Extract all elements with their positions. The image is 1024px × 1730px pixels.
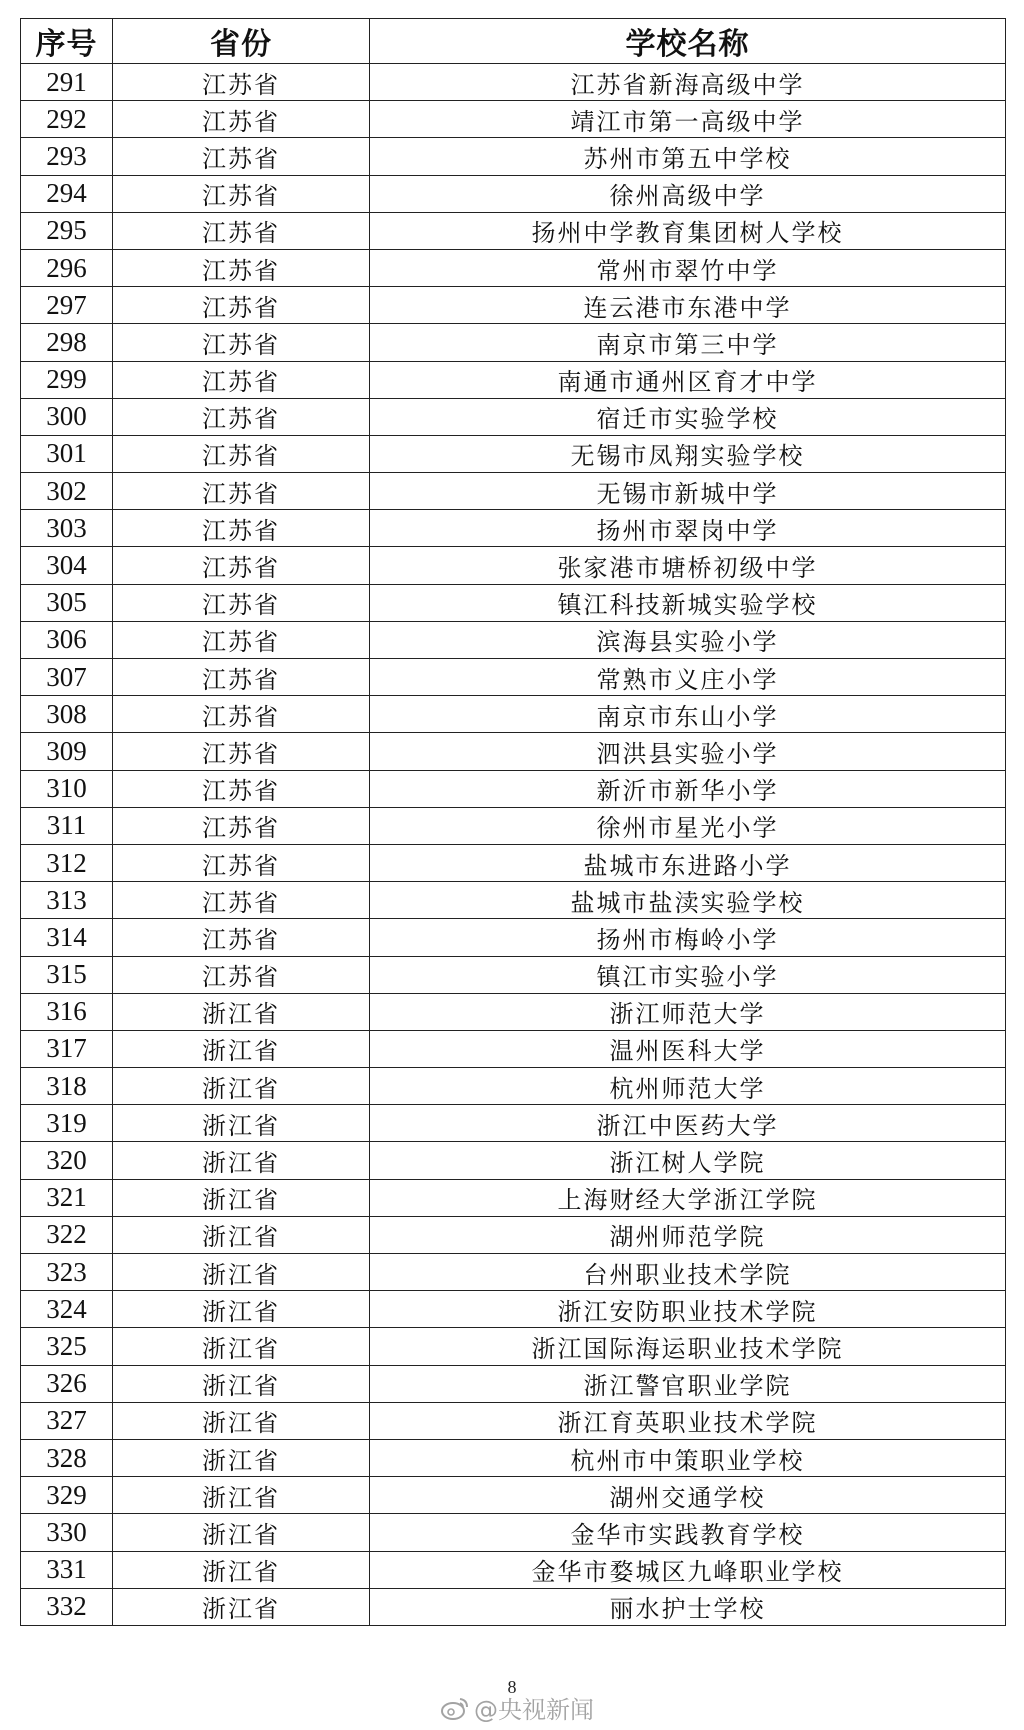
cell-province: 江苏省 [113,696,370,733]
cell-school-name: 宿迁市实验学校 [370,398,1006,435]
cell-serial-number: 331 [21,1551,113,1588]
cell-province: 浙江省 [113,1514,370,1551]
cell-school-name: 浙江中医药大学 [370,1105,1006,1142]
cell-province: 江苏省 [113,287,370,324]
cell-serial-number: 322 [21,1216,113,1253]
table-row [21,435,1006,472]
cell-school-name: 无锡市新城中学 [370,473,1006,510]
cell-province: 江苏省 [113,249,370,286]
cell-serial-number: 313 [21,882,113,919]
table-row [21,919,1006,956]
cell-serial-number: 294 [21,175,113,212]
table-row [21,844,1006,881]
cell-serial-number: 308 [21,696,113,733]
cell-province: 江苏省 [113,770,370,807]
cell-province: 浙江省 [113,1328,370,1365]
cell-province: 江苏省 [113,919,370,956]
cell-school-name: 浙江警官职业学院 [370,1365,1006,1402]
cell-province: 浙江省 [113,1365,370,1402]
cell-school-name: 杭州师范大学 [370,1068,1006,1105]
table-row [21,1142,1006,1179]
watermark-text: @央视新闻 [474,1696,594,1724]
cell-serial-number: 306 [21,621,113,658]
table-row [21,1291,1006,1328]
table-row [21,584,1006,621]
table-row [21,659,1006,696]
cell-province: 江苏省 [113,621,370,658]
table-row [21,1514,1006,1551]
cell-serial-number: 317 [21,1030,113,1067]
cell-school-name: 温州医科大学 [370,1030,1006,1067]
table-row [21,1439,1006,1476]
cell-province: 江苏省 [113,64,370,101]
cell-school-name: 苏州市第五中学校 [370,138,1006,175]
cell-school-name: 浙江师范大学 [370,993,1006,1030]
cell-province: 江苏省 [113,138,370,175]
cell-serial-number: 328 [21,1439,113,1476]
cell-province: 江苏省 [113,473,370,510]
cell-serial-number: 315 [21,956,113,993]
cell-province: 江苏省 [113,101,370,138]
table-row [21,882,1006,919]
cell-province: 浙江省 [113,1402,370,1439]
table-row [21,1179,1006,1216]
cell-school-name: 徐州市星光小学 [370,807,1006,844]
cell-serial-number: 302 [21,473,113,510]
table-row [21,807,1006,844]
table-row [21,324,1006,361]
cell-serial-number: 304 [21,547,113,584]
table-row [21,770,1006,807]
table-row [21,547,1006,584]
cell-school-name: 镇江科技新城实验学校 [370,584,1006,621]
cell-province: 江苏省 [113,510,370,547]
cell-serial-number: 327 [21,1402,113,1439]
cell-school-name: 扬州市梅岭小学 [370,919,1006,956]
cell-province: 浙江省 [113,1068,370,1105]
cell-school-name: 金华市婺城区九峰职业学校 [370,1551,1006,1588]
table-row [21,1551,1006,1588]
cell-school-name: 新沂市新华小学 [370,770,1006,807]
table-row [21,696,1006,733]
cell-province: 浙江省 [113,1254,370,1291]
cell-province: 浙江省 [113,1551,370,1588]
cell-serial-number: 310 [21,770,113,807]
cell-serial-number: 321 [21,1179,113,1216]
table-row [21,101,1006,138]
cell-school-name: 台州职业技术学院 [370,1254,1006,1291]
cell-school-name: 扬州市翠岗中学 [370,510,1006,547]
cell-school-name: 金华市实践教育学校 [370,1514,1006,1551]
cell-province: 江苏省 [113,807,370,844]
cell-province: 江苏省 [113,956,370,993]
table-row [21,212,1006,249]
cell-province: 江苏省 [113,212,370,249]
table-row [21,138,1006,175]
table-row [21,473,1006,510]
school-list-table [20,18,1006,1626]
cell-school-name: 浙江树人学院 [370,1142,1006,1179]
cell-province: 江苏省 [113,175,370,212]
cell-school-name: 无锡市凤翔实验学校 [370,435,1006,472]
table-row [21,1105,1006,1142]
cell-school-name: 滨海县实验小学 [370,621,1006,658]
cell-serial-number: 295 [21,212,113,249]
cell-serial-number: 291 [21,64,113,101]
cell-province: 浙江省 [113,1105,370,1142]
cell-school-name: 盐城市盐渎实验学校 [370,882,1006,919]
cell-province: 浙江省 [113,1179,370,1216]
cell-province: 江苏省 [113,733,370,770]
table-row [21,956,1006,993]
cell-school-name: 徐州高级中学 [370,175,1006,212]
cell-school-name: 浙江安防职业技术学院 [370,1291,1006,1328]
table-row [21,1365,1006,1402]
table-row [21,1402,1006,1439]
cell-province: 江苏省 [113,435,370,472]
table-header [21,19,1006,64]
cell-serial-number: 300 [21,398,113,435]
cell-school-name: 常熟市义庄小学 [370,659,1006,696]
cell-school-name: 南通市通州区育才中学 [370,361,1006,398]
table-row [21,1216,1006,1253]
cell-school-name: 湖州师范学院 [370,1216,1006,1253]
table-row [21,1477,1006,1514]
cell-serial-number: 326 [21,1365,113,1402]
cell-province: 江苏省 [113,659,370,696]
table-row [21,1068,1006,1105]
cell-province: 浙江省 [113,993,370,1030]
cell-serial-number: 329 [21,1477,113,1514]
cell-province: 江苏省 [113,361,370,398]
cell-school-name: 浙江育英职业技术学院 [370,1402,1006,1439]
cell-serial-number: 305 [21,584,113,621]
cell-school-name: 南京市东山小学 [370,696,1006,733]
cell-province: 江苏省 [113,398,370,435]
cell-school-name: 张家港市塘桥初级中学 [370,547,1006,584]
cell-serial-number: 309 [21,733,113,770]
cell-school-name: 上海财经大学浙江学院 [370,1179,1006,1216]
cell-serial-number: 299 [21,361,113,398]
cell-serial-number: 320 [21,1142,113,1179]
table-row [21,1588,1006,1625]
cell-serial-number: 318 [21,1068,113,1105]
cell-serial-number: 330 [21,1514,113,1551]
cell-province: 江苏省 [113,324,370,361]
cell-school-name: 杭州市中策职业学校 [370,1439,1006,1476]
cell-school-name: 丽水护士学校 [370,1588,1006,1625]
table-row [21,361,1006,398]
table-body [21,64,1006,1626]
table-row [21,993,1006,1030]
table-row [21,175,1006,212]
cell-province: 江苏省 [113,882,370,919]
cell-serial-number: 311 [21,807,113,844]
cell-serial-number: 323 [21,1254,113,1291]
cell-province: 浙江省 [113,1477,370,1514]
cell-serial-number: 332 [21,1588,113,1625]
cell-province: 浙江省 [113,1216,370,1253]
cell-school-name: 江苏省新海高级中学 [370,64,1006,101]
cell-serial-number: 319 [21,1105,113,1142]
cell-serial-number: 296 [21,249,113,286]
cell-serial-number: 307 [21,659,113,696]
header-serial-number: 序号 [21,19,113,64]
table-row [21,1254,1006,1291]
table-header-row [21,19,1006,64]
table-row [21,64,1006,101]
cell-school-name: 扬州中学教育集团树人学校 [370,212,1006,249]
cell-school-name: 靖江市第一高级中学 [370,101,1006,138]
cell-province: 浙江省 [113,1588,370,1625]
header-school-name: 学校名称 [370,19,1006,64]
table-row [21,510,1006,547]
cell-school-name: 常州市翠竹中学 [370,249,1006,286]
page-number: 8 [507,1677,517,1697]
table-row [21,1328,1006,1365]
header-province: 省份 [113,19,370,64]
cell-serial-number: 303 [21,510,113,547]
weibo-icon [440,1695,470,1721]
table-row [21,398,1006,435]
cell-school-name: 盐城市东进路小学 [370,844,1006,881]
cell-province: 浙江省 [113,1439,370,1476]
cell-school-name: 泗洪县实验小学 [370,733,1006,770]
cell-serial-number: 316 [21,993,113,1030]
table-row [21,287,1006,324]
table-row [21,733,1006,770]
table-row [21,1030,1006,1067]
cell-serial-number: 298 [21,324,113,361]
table-row [21,249,1006,286]
watermark [440,1690,594,1725]
cell-serial-number: 301 [21,435,113,472]
cell-serial-number: 312 [21,844,113,881]
cell-serial-number: 292 [21,101,113,138]
cell-serial-number: 297 [21,287,113,324]
cell-school-name: 镇江市实验小学 [370,956,1006,993]
cell-province: 江苏省 [113,547,370,584]
cell-province: 浙江省 [113,1030,370,1067]
cell-province: 江苏省 [113,844,370,881]
cell-school-name: 湖州交通学校 [370,1477,1006,1514]
cell-province: 浙江省 [113,1142,370,1179]
cell-school-name: 南京市第三中学 [370,324,1006,361]
table-row [21,621,1006,658]
cell-serial-number: 314 [21,919,113,956]
cell-province: 江苏省 [113,584,370,621]
cell-serial-number: 325 [21,1328,113,1365]
cell-province: 浙江省 [113,1291,370,1328]
cell-school-name: 浙江国际海运职业技术学院 [370,1328,1006,1365]
cell-school-name: 连云港市东港中学 [370,287,1006,324]
cell-serial-number: 293 [21,138,113,175]
cell-serial-number: 324 [21,1291,113,1328]
